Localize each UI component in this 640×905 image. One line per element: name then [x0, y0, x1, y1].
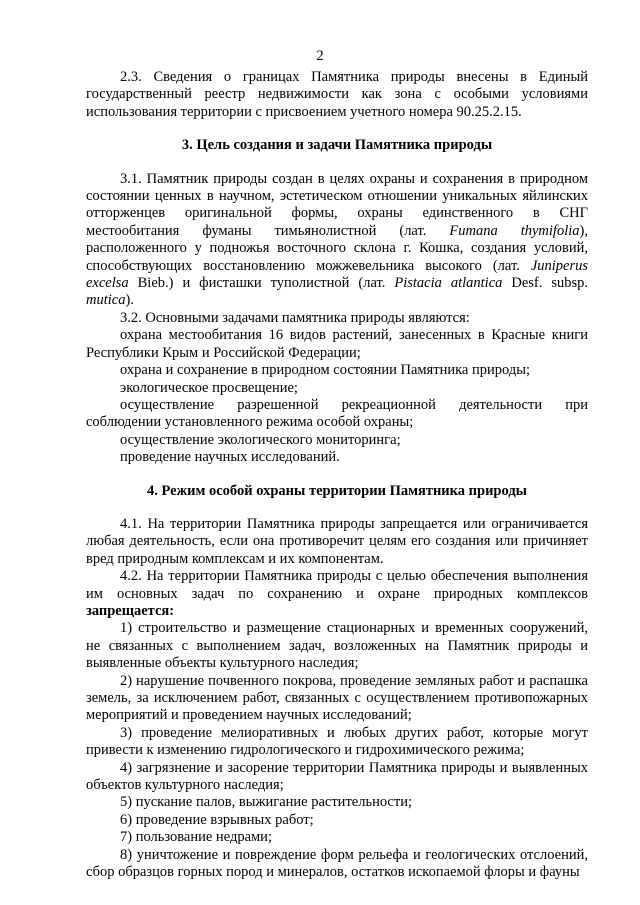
section-3-heading: 3. Цель создания и задачи Памятника природы	[181, 137, 493, 154]
prohibition-item: 5) пускание палов, выжигание растительности;	[120, 794, 412, 811]
prohibition-item: 2) нарушение почвенного покрова, проведение земляных работ и распашка земель, за исключением работ, связанных с осуществлением противопожарных мероприятий и проведением научных исследований;	[86, 672, 588, 724]
prohibition-item: 6) проведение взрывных работ;	[120, 811, 314, 828]
text-run: ).	[125, 292, 134, 309]
paragraph-3-1	[86, 171, 588, 310]
paragraph-2-3: 2.3. Сведения о границах Памятника природы внесены в Единый государственный реестр недвижимости как зона с особыми условиями использования территории с присвоением учетного номера 90.25.2.15.	[86, 69, 588, 120]
paragraph-4-1: 4.1. На территории Памятника природы запрещается или ограничивается любая деятельность, если она противоречит целям его создания или причиняет вред природным комплексам и их компонентам.	[86, 515, 588, 567]
task-item: осуществление экологического мониторинга;	[120, 431, 401, 448]
prohibition-item: 1) строительство и размещение стационарных и временных сооружений, не связанных с выполнением задач, возложенных на Памятник природы и выявленные объекты культурного наследия;	[86, 620, 588, 672]
text-run: 4.2. На территории Памятника природы с целью обеспечения выполнения им основных задач по сохранению и охране природных комплексов	[86, 568, 588, 602]
latin-name: mutica	[86, 292, 126, 309]
prohibition-item: 4) загрязнение и засорение территории Памятника природы и выявленных объектов культурного наследия;	[86, 759, 588, 794]
section-4-heading: 4. Режим особой охраны территории Памятника природы	[147, 482, 527, 499]
prohibition-item: 8) уничтожение и повреждение форм рельефа и геологических отслоений, сбор образцов горных пород и минералов, остатков ископаемой флоры и фауны	[86, 846, 588, 881]
latin-name: Pistacia atlantica	[394, 275, 503, 292]
task-item: проведение научных исследований.	[120, 449, 340, 466]
task-item: экологическое просвещение;	[120, 379, 298, 396]
document-body	[86, 69, 588, 881]
latin-name: Juniperus excelsa	[86, 257, 588, 292]
paragraph-4-2	[86, 568, 588, 620]
paragraph-3-2: 3.2. Основными задачами памятника природы являются:	[120, 309, 470, 326]
prohibition-item: 7) пользование недрами;	[120, 829, 272, 846]
text-run: ), расположенного у подножья восточного склона г. Кошка, создания условий, способствующих восстановлению можжевельника высокого (лат.	[86, 222, 588, 274]
latin-name: Fumana thymifolia	[449, 222, 580, 239]
text-run: Bieb.) и фисташки туполистной (лат.	[128, 275, 395, 292]
prohibition-item: 3) проведение мелиоративных и любых других работ, которые могут привести к изменению гидрологического и гидрохимического режима;	[86, 724, 588, 759]
text-run: Desf. subsp.	[502, 275, 588, 292]
page-number: 2	[316, 48, 324, 64]
text-run: 3.1. Памятник природы создан в целях охраны и сохранения в природном состоянии ценных в научном, эстетическом отношении уникальных яйлинских отторженцев оригинальной формы, охраны единственного в СНГ местообитания фуманы тимьянолистной (лат.	[86, 170, 588, 239]
task-item: охрана местообитания 16 видов растений, занесенных в Красные книги Республики Крым и Российской Федерации;	[86, 327, 588, 361]
task-item: охрана и сохранение в природном состоянии Памятника природы;	[120, 362, 530, 379]
task-item: осуществление разрешенной рекреационной деятельности при соблюдении установленного режима особой охраны;	[86, 396, 588, 431]
prohibited-label: запрещается:	[86, 602, 175, 619]
